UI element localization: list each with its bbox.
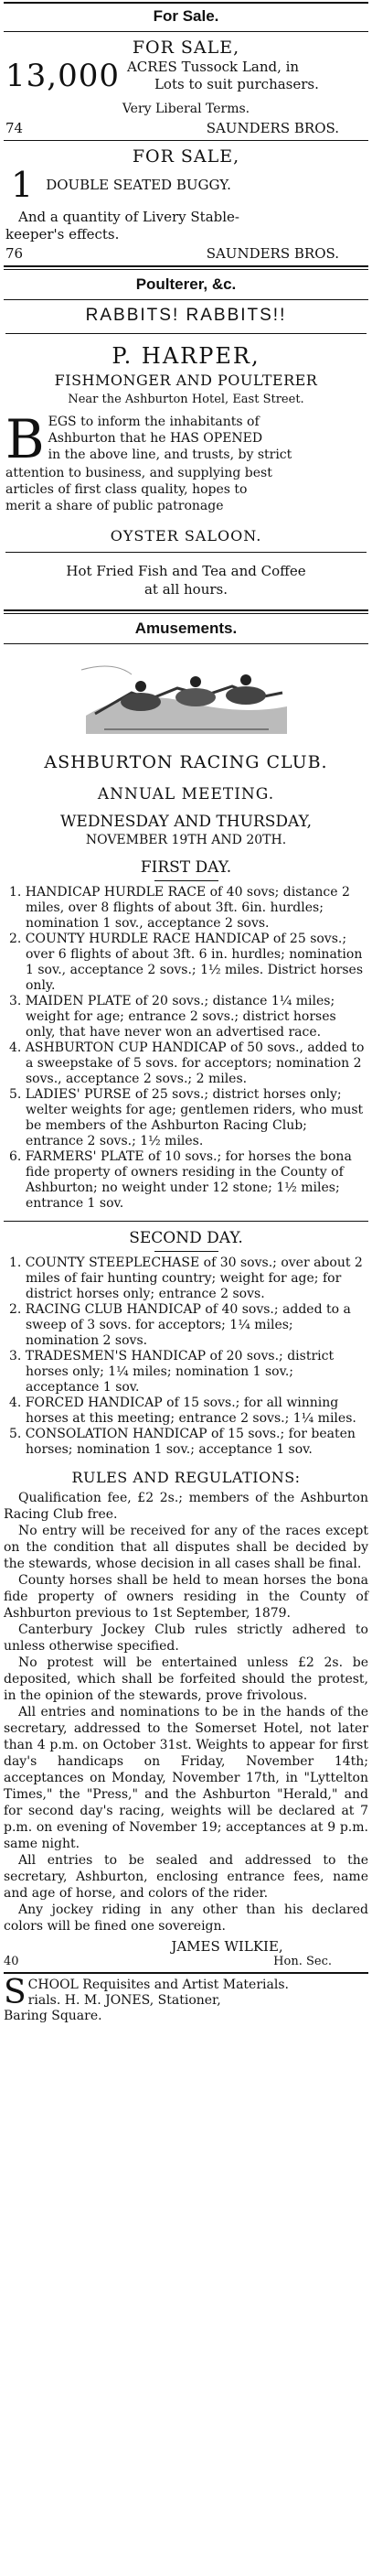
ad-number: 40 (4, 1955, 19, 1968)
ad-signature: SAUNDERS BROS. (206, 245, 339, 262)
rule-paragraph: All entries and nominations to be in the hands of the secretary, addressed to the Somerset Hotel, not later than 4 p.m. on October 31st. Weights to appear for first day's handicaps on Friday, November 14th; acceptances on Monday, November 17th, in "Lyttelton Times," the "Press," and the Ashburton "Herald," and for second day's racing, weights will be declared at 7 p.m. on evening of November 19; acceptances at 9 p.m. same night. (4, 1705, 368, 1851)
merchant-location: Near the Ashburton Hotel, East Street. (68, 393, 304, 406)
sale-ad-acres (4, 32, 368, 140)
rule-paragraph: County horses shall be held to mean horses the bona fide property of owners residing in the County of Ashburton previous to 1st September, 1879. (4, 1573, 368, 1621)
rule (154, 880, 218, 881)
race-item: 2. RACING CLUB HANDICAP of 40 sovs.; added to a sweep of 3 sovs. for acceptors; 1¼ miles; nomination 2 sovs. (9, 1302, 351, 1348)
race-item: 3. MAIDEN PLATE of 20 sovs.; distance 1¼ miles; weight for age; entrance 2 sovs.; district horses only, that have never won an advertised race. (9, 994, 336, 1040)
drop-cap: S (4, 1974, 27, 2011)
rule (4, 1972, 368, 1974)
meeting-days: WEDNESDAY AND THURSDAY, (59, 813, 313, 831)
oyster-saloon: OYSTER SALOON. (110, 527, 262, 544)
rule-paragraph: No entry will be received for any of the races except on the condition that all disputes shall be decided by the stewards, whose decision in all cases shall be final. (4, 1524, 368, 1571)
ad-big-number: 13,000 (5, 58, 120, 94)
race-item: 1. HANDICAP HURDLE RACE of 40 sovs; distance 2 miles, over 8 flights of about 3ft. 6in. hurdles; nomination 1 sov., acceptance 2 sovs. (9, 885, 350, 931)
rule (5, 333, 367, 334)
ad-line: ACRES Tussock Land, in (126, 59, 300, 75)
rule (4, 643, 368, 644)
race-item: 5. CONSOLATION HANDICAP of 15 sovs.; for beaten horses; nomination 1 sov.; acceptance 1 sov. (9, 1427, 356, 1457)
ad-line: And a quantity of Livery Stable- (18, 209, 239, 225)
secretary-title: Hon. Sec. (273, 1955, 332, 1968)
ad-big-number: 1 (11, 165, 34, 205)
horse-race-illustration (77, 652, 296, 743)
footer-line: rials. H. M. JONES, Stationer, (27, 1993, 221, 2008)
ad-title: FOR SALE, (132, 146, 240, 167)
meeting-dates: NOVEMBER 19TH AND 20TH. (85, 833, 287, 847)
for-sale-header: For Sale. (153, 7, 219, 25)
annual-meeting: ANNUAL MEETING. (97, 785, 275, 803)
second-day-heading: SECOND DAY. (129, 1229, 243, 1247)
ad-line: DOUBLE SEATED BUGGY. (46, 177, 231, 193)
rules-list (4, 1490, 368, 1935)
rabbits-heading: RABBITS! RABBITS!! (85, 306, 287, 325)
rule-paragraph: No protest will be entertained unless £2 2s. be deposited, which shall be forfeited should the protest, in the opinion of the stewards, prove frivolous. (4, 1655, 368, 1703)
merchant-trade: FISHMONGER AND POULTERER (54, 372, 318, 389)
fish-line: at all hours. (143, 581, 229, 598)
race-item: 3. TRADESMEN'S HANDICAP of 20 sovs.; district horses only; 1¼ miles; nomination 1 sov.; acceptance 1 sov. (9, 1349, 335, 1395)
rule-paragraph: All entries to be sealed and addressed to the secretary, Ashburton, enclosing entrance fees, name and age of horse, and colors of the rider. (4, 1853, 368, 1901)
body-line: merit a share of public patronage (5, 499, 224, 513)
club-name (4, 752, 368, 772)
ad-number: 76 (5, 245, 24, 262)
footer-line: Baring Square. (4, 2009, 102, 2023)
second-day-list (4, 1256, 368, 1458)
club-title: ASHBURTON RACING CLUB. (44, 752, 328, 772)
first-day-list (4, 885, 368, 1212)
rule (4, 265, 368, 267)
rule (154, 1251, 218, 1252)
ad-signature: SAUNDERS BROS. (206, 120, 339, 136)
ad-number: 74 (5, 120, 24, 136)
rule (4, 613, 368, 614)
secretary-name: JAMES WILKIE, (171, 1938, 283, 1955)
fish-line: Hot Fried Fish and Tea and Coffee (66, 563, 306, 579)
body-line: attention to business, and supplying best (5, 466, 272, 480)
top-rule (4, 2, 368, 4)
body-line: Ashburton that he HAS OPENED (48, 431, 263, 446)
drop-cap: B (5, 408, 45, 470)
ad-terms: Very Liberal Terms. (122, 102, 250, 116)
poulterer-ad (4, 300, 368, 602)
racing-illustration (4, 652, 368, 743)
rule-paragraph: Qualification fee, £2 2s.; members of the Ashburton Racing Club free. (4, 1491, 368, 1522)
rule (4, 609, 368, 611)
body-line: articles of first class quality, hopes to (5, 482, 248, 497)
body-line: EGS to inform the inhabitants of (48, 415, 260, 429)
body-line: in the above line, and trusts, by strict (48, 447, 292, 462)
newspaper-column (4, 0, 368, 2024)
footer-line: CHOOL Requisites and Artist Materials. (27, 1978, 289, 1992)
rule-paragraph: Any jockey riding in any other than his declared colors will be fined one sovereign. (4, 1902, 368, 1934)
ad-line: Lots to suit purchasers. (154, 76, 319, 92)
rule (4, 269, 368, 270)
school-ad (4, 1974, 368, 2011)
rules-heading: RULES AND REGULATIONS: (71, 1469, 301, 1486)
race-item: 2. COUNTY HURDLE RACE HANDICAP of 25 sovs.; over 6 flights of about 3ft. 6 in. hurdles; nomination 1 sov., acceptance 2 sovs.; 1½ miles. District horses only. (9, 932, 364, 993)
race-item: 4. FORCED HANDICAP of 15 sovs.; for all winning horses at this meeting; entrance 2 sovs.; 1¼ miles. (9, 1396, 356, 1426)
race-item: 1. COUNTY STEEPLECHASE of 30 sovs.; over about 2 miles of fair hunting country; weight for age; for district horses only; entrance 2 sovs. (9, 1256, 363, 1301)
merchant-name: P. HARPER, (112, 343, 260, 369)
poulterer-header: Poulterer, &c. (135, 275, 237, 293)
race-item: 4. ASHBURTON CUP HANDICAP of 50 sovs., added to a sweepstake of 5 sovs. for acceptors; nomination 2 sovs., acceptance 2 sovs.; 2 miles. (9, 1040, 365, 1086)
amusements-header: Amusements. (134, 620, 238, 637)
first-day-heading: FIRST DAY. (140, 858, 232, 877)
sale-ad-buggy (4, 141, 368, 265)
rule (4, 1221, 368, 1222)
race-item: 5. LADIES' PURSE of 25 sovs.; district horses only; welter weights for age; gentlemen riders, who must be members of the Ashburton Racing Club; entrance 2 sovs.; 1½ miles. (9, 1087, 364, 1148)
race-item: 6. FARMERS' PLATE of 10 sovs.; for horses the bona fide property of owners residing in the County of Ashburton; no weight under 12 stone; 1½ miles; entrance 1 sov. (9, 1149, 352, 1211)
rule-paragraph: Canterbury Jockey Club rules strictly adhered to unless otherwise specified. (4, 1622, 368, 1654)
ad-title: FOR SALE, (132, 38, 240, 58)
rule (5, 552, 367, 553)
ad-line: keeper's effects. (5, 226, 120, 243)
